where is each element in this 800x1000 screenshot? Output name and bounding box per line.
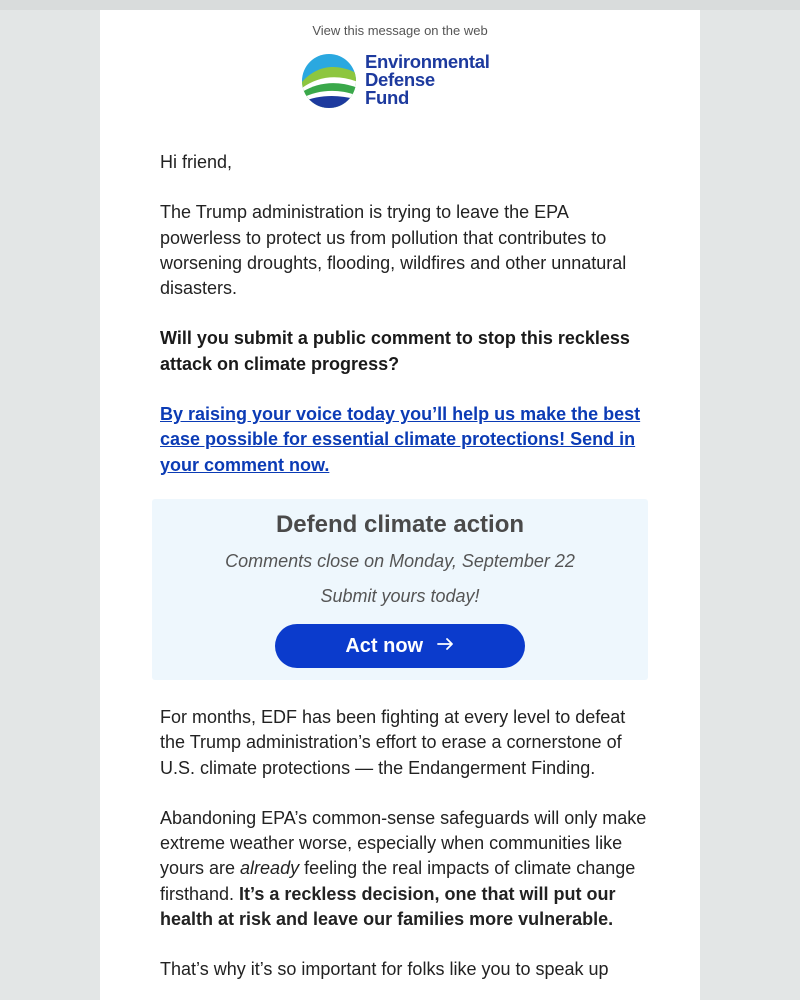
impact-text-bold: It’s a reckless decision, one that will put our health at risk and leave our families more vulnerable.	[160, 883, 616, 930]
email-body-bottom	[160, 705, 650, 1000]
top-strip	[0, 0, 800, 10]
impact-text-start: Abandoning EPA’s common-sense safeguards will only make extreme weather worse, especially when communities like yours are	[160, 807, 647, 879]
edf-logo[interactable]	[302, 52, 502, 112]
closing-paragraph: That’s why it’s so important for folks like you to speak up	[160, 959, 609, 980]
logo-line-1: Environmental	[365, 51, 490, 72]
greeting: Hi friend,	[160, 152, 233, 172]
submit-prompt: Submit yours today!	[320, 586, 480, 606]
email-card	[100, 10, 700, 1000]
logo-wordmark	[365, 53, 490, 107]
logo-line-3: Fund	[365, 87, 410, 108]
action-callout	[152, 499, 648, 680]
act-now-button[interactable]	[275, 624, 525, 668]
impact-paragraph	[160, 806, 650, 932]
ask-paragraph: Will you submit a public comment to stop this reckless attack on climate progress?	[160, 328, 630, 374]
email-body-top	[160, 150, 650, 503]
arrow-right-icon	[437, 623, 455, 667]
impact-text-italic: already	[240, 858, 300, 879]
intro-paragraph: The Trump administration is trying to leave the EPA powerless to protect us from pollution that contributes to worsening droughts, flooding, wildfires and other unnatural disasters.	[160, 202, 627, 299]
cta-paragraph	[160, 402, 650, 478]
comment-link[interactable]: By raising your voice today you’ll help us make the best case possible for essential climate protections! Send in your comment now.	[160, 404, 641, 475]
view-on-web-link[interactable]: View this message on the web	[312, 23, 488, 38]
act-now-label: Act now	[345, 635, 424, 657]
edf-wave-logo-icon	[302, 52, 358, 110]
context-paragraph: For months, EDF has been fighting at every level to defeat the Trump administration’s effort to erase a cornerstone of U.S. climate protections — the Endangerment Finding.	[160, 707, 626, 778]
callout-title: Defend climate action	[275, 511, 525, 538]
deadline-text: Comments close on Monday, September 22	[225, 551, 575, 571]
impact-text-mid: feeling the real impacts of climate change firsthand.	[160, 858, 636, 904]
logo-line-2: Defense	[365, 69, 435, 90]
